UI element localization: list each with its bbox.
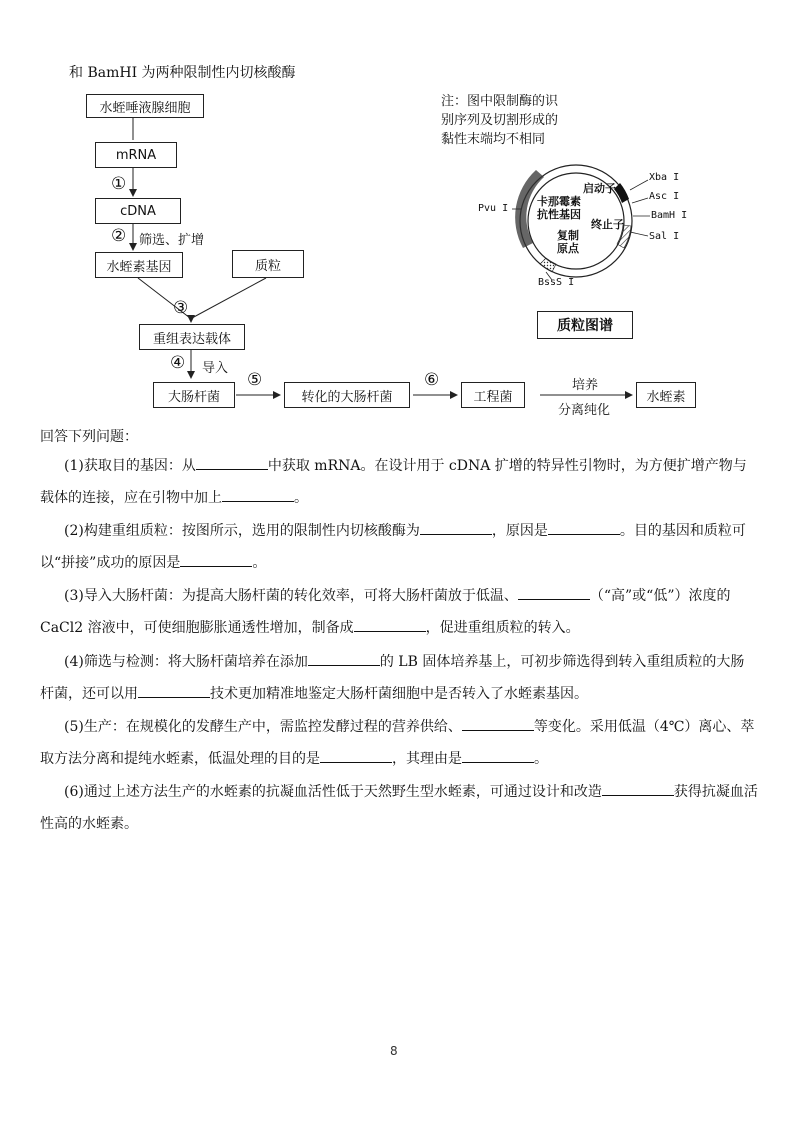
plasmid-note: 注：图中限制酶的识别序列及切割形成的黏性末端均不相同: [441, 94, 559, 147]
answer-blank[interactable]: [548, 520, 620, 535]
promoter-band: [614, 183, 629, 203]
question-4: (4)筛选与检测：将大肠杆菌培养在添加 的 LB 固体培养基上，可初步筛选得到转入重组质粒的大肠杆菌，还可以用 技术更加精准地鉴定大肠杆菌细胞中是否转入了水蛭素基因。: [40, 646, 758, 710]
site-bsssi: BssS I: [538, 277, 575, 288]
step-2-label: 筛选、扩增: [139, 233, 205, 248]
box-engineered-bacteria: 工程菌: [461, 382, 525, 408]
answer-blank[interactable]: [462, 716, 534, 731]
purification-label: 分离纯化: [558, 403, 611, 418]
step-2-marker: ②: [111, 226, 127, 246]
step-3-marker: ③: [173, 298, 189, 318]
answer-blank[interactable]: [196, 455, 268, 470]
box-target-gene: 水蛭素基因: [95, 252, 183, 278]
box-cdna: cDNA: [95, 198, 181, 224]
site-sali: Sal I: [649, 231, 680, 242]
box-hirudin-product: 水蛭素: [636, 382, 696, 408]
box-recombinant-vector: 重组表达载体: [139, 324, 245, 350]
answer-blank[interactable]: [462, 748, 534, 763]
box-plasmid: 质粒: [232, 250, 304, 278]
plasmid-map-title: 质粒图谱: [537, 311, 633, 339]
answer-blank[interactable]: [308, 651, 380, 666]
answer-blank[interactable]: [320, 748, 392, 763]
answer-blank[interactable]: [180, 552, 252, 567]
label-origin-1: 复制: [557, 229, 579, 242]
answer-blank[interactable]: [602, 781, 674, 796]
answer-blank[interactable]: [518, 585, 590, 600]
step-6-marker: ⑥: [424, 370, 440, 390]
answer-blank[interactable]: [354, 617, 426, 632]
culture-label: 培养: [572, 378, 599, 393]
label-promoter: 启动子: [583, 182, 616, 195]
label-resistance-2: 抗性基因: [537, 208, 581, 221]
label-origin-2: 原点: [557, 242, 579, 255]
box-transformed-ecoli: 转化的大肠杆菌: [284, 382, 410, 408]
answer-blank[interactable]: [420, 520, 492, 535]
question-3: (3)导入大肠杆菌：为提高大肠杆菌的转化效率，可将大肠杆菌放于低温、 （“高”或“低”）浓度的 CaCl2 溶液中，可使细胞膨胀通透性增加，制备成 ，促进重组质粒的转入。: [40, 580, 758, 644]
answer-blank[interactable]: [138, 683, 210, 698]
page-number: 8: [390, 1044, 398, 1058]
step-4-label: 导入: [202, 361, 229, 376]
question-6: (6)通过上述方法生产的水蛭素的抗凝血活性低于天然野生型水蛭素，可通过设计和改造 获得抗凝血活性高的水蛭素。: [40, 776, 758, 840]
site-pvui: Pvu I: [478, 203, 509, 214]
site-xbai: Xba I: [649, 172, 680, 183]
box-source-cells: 水蛭唾液腺细胞: [86, 94, 204, 118]
step-1-marker: ①: [111, 174, 127, 194]
answer-blank[interactable]: [222, 487, 294, 502]
site-asci: Asc I: [649, 191, 680, 202]
questions-heading: 回答下列问题：: [40, 429, 138, 445]
question-5: (5)生产：在规模化的发酵生产中，需监控发酵过程的营养供给、 等变化。采用低温（4℃）离心、萃取方法分离和提纯水蛭素，低温处理的目的是 ，其理由是 。: [40, 711, 758, 775]
step-5-marker: ⑤: [247, 370, 263, 390]
question-2: (2)构建重组质粒：按图所示，选用的限制性内切核酸酶为 ，原因是 。目的基因和质粒可以“拼接”成功的原因是 。: [40, 515, 758, 579]
question-1: (1)获取目的基因：从 中获取 mRNA。在设计用于 cDNA 扩增的特异性引物时，为方便扩增产物与载体的连接，应在引物中加上 。: [40, 450, 758, 514]
intro-text: 和 BamHI 为两种限制性内切核酸酶: [69, 65, 296, 81]
label-resistance-1: 卡那霉素: [537, 195, 581, 208]
origin-band: [540, 258, 556, 272]
box-ecoli: 大肠杆菌: [153, 382, 235, 408]
step-4-marker: ④: [170, 353, 186, 373]
label-terminator: 终止子: [591, 218, 624, 231]
box-mrna: mRNA: [95, 142, 177, 168]
site-bamhi: BamH I: [651, 210, 688, 221]
